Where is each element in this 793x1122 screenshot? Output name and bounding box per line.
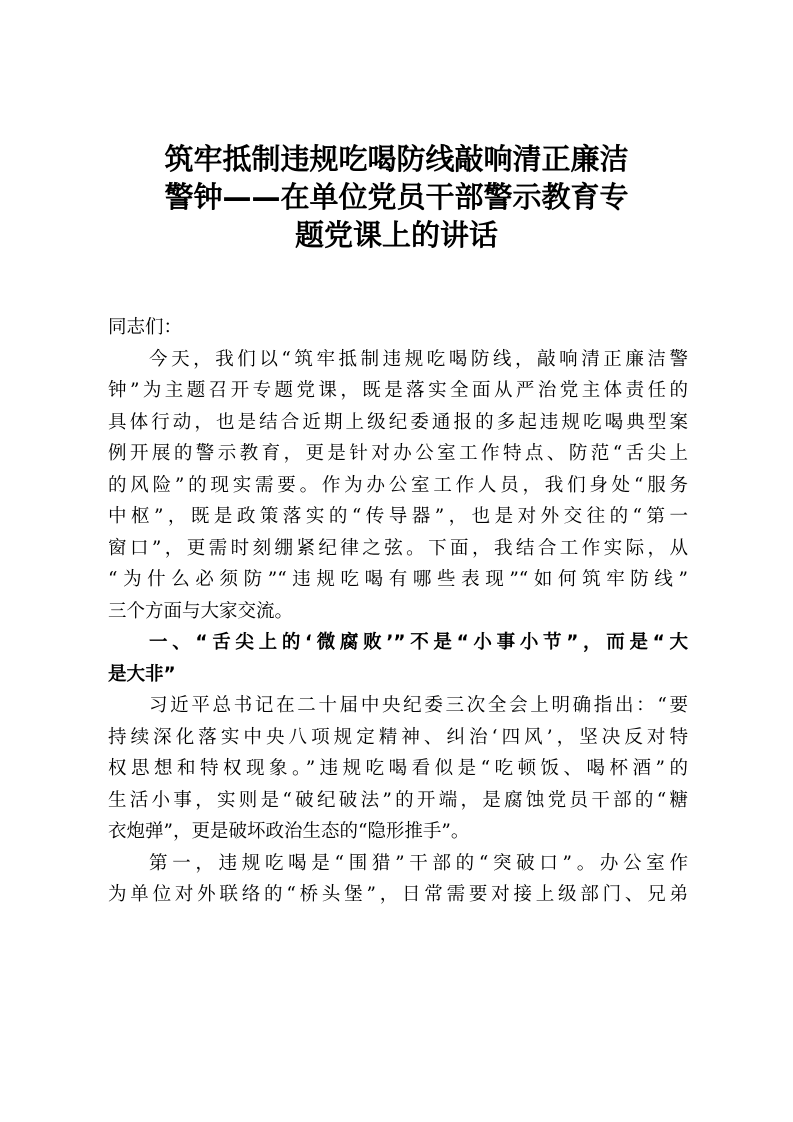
- section-heading-1: [108, 627, 688, 690]
- heading-line: 是大非”: [108, 663, 176, 685]
- paragraph-intro: [108, 344, 688, 628]
- document-title: [100, 140, 693, 254]
- text-line: 衣炮弹”，更是破坏政治生态的“隐形推手”。: [108, 821, 470, 842]
- text-line: 窗口”，更需时刻绷紧纪律之弦。下面，我结合工作实际，从: [108, 537, 688, 559]
- document-body: [108, 312, 688, 911]
- text-line: 具体行动，也是结合近期上级纪委通报的多起违规吃喝典型案: [108, 411, 688, 433]
- text-line: 习近平总书记在二十届中央纪委三次全会上明确指出：“要: [149, 695, 688, 716]
- text-line: 权思想和特权现象。”违规吃喝看似是“吃顿饭、喝杯酒”的: [108, 758, 688, 779]
- text-line: 中枢”，既是政策落实的“传导器”，也是对外交往的“第一: [108, 506, 688, 527]
- text-line: 的风险”的现实需要。作为办公室工作人员，我们身处“服务: [108, 474, 688, 496]
- paragraph-quote: [108, 690, 688, 848]
- text-line: 例开展的警示教育，更是针对办公室工作特点、防范“舌尖上: [108, 443, 688, 464]
- text-line: 第一，违规吃喝是“围猎”干部的“突破口”。办公室作: [149, 852, 688, 874]
- title-line: 警钟——在单位党员干部警示教育专: [164, 180, 629, 214]
- text-line: 为单位对外联络的“桥头堡”，日常需要对接上级部门、兄弟: [108, 884, 688, 905]
- text-line: 持续深化落实中央八项规定精神、纠治‘四风’，坚决反对特: [108, 726, 688, 748]
- salutation: 同志们：: [108, 317, 183, 338]
- text-line: 钟”为主题召开专题党课，既是落实全面从严治党主体责任的: [108, 380, 688, 401]
- heading-line: 一、“舌尖上的‘微腐败’”不是“小事小节”，而是“大: [149, 632, 688, 653]
- paragraph-first-point: [108, 848, 688, 911]
- text-line: 生活小事，实则是“破纪破法”的开端，是腐蚀党员干部的“糖: [108, 789, 688, 811]
- text-line: “为什么必须防”“违规吃喝有哪些表现”“如何筑牢防线”: [108, 569, 688, 590]
- text-line: 三个方面与大家交流。: [108, 600, 294, 622]
- text-line: 今天，我们以“筑牢抵制违规吃喝防线，敲响清正廉洁警: [149, 348, 688, 370]
- title-line: 筑牢抵制违规吃喝防线敲响清正廉洁: [164, 142, 629, 176]
- title-line: 题党课上的讲话: [294, 218, 498, 252]
